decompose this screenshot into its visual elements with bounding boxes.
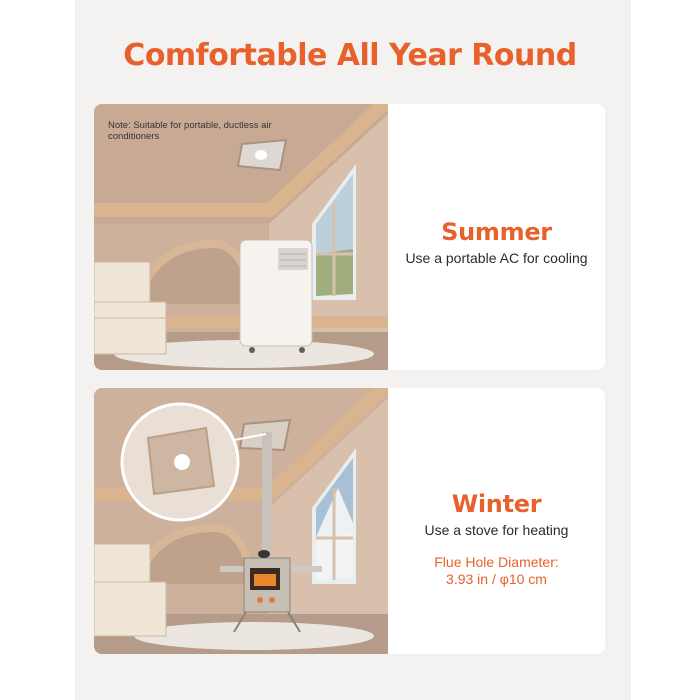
winter-card <box>94 388 605 654</box>
winter-text-panel <box>388 388 605 654</box>
page-title: Comfortable All Year Round <box>123 38 577 73</box>
flue-hole-value: 3.93 in / φ10 cm <box>446 571 547 587</box>
summer-heading: Summer <box>441 218 552 246</box>
summer-text-panel <box>388 104 605 370</box>
summer-description: Use a portable AC for cooling <box>405 250 588 266</box>
winter-description: Use a stove for heating <box>424 522 569 538</box>
flue-hole-label: Flue Hole Diameter: <box>434 554 559 570</box>
summer-card <box>94 104 605 370</box>
summer-note: Note: Suitable for portable, ductless air conditioners <box>108 120 272 142</box>
winter-heading: Winter <box>451 490 542 518</box>
winter-photo <box>94 388 388 654</box>
summer-photo <box>94 104 388 370</box>
